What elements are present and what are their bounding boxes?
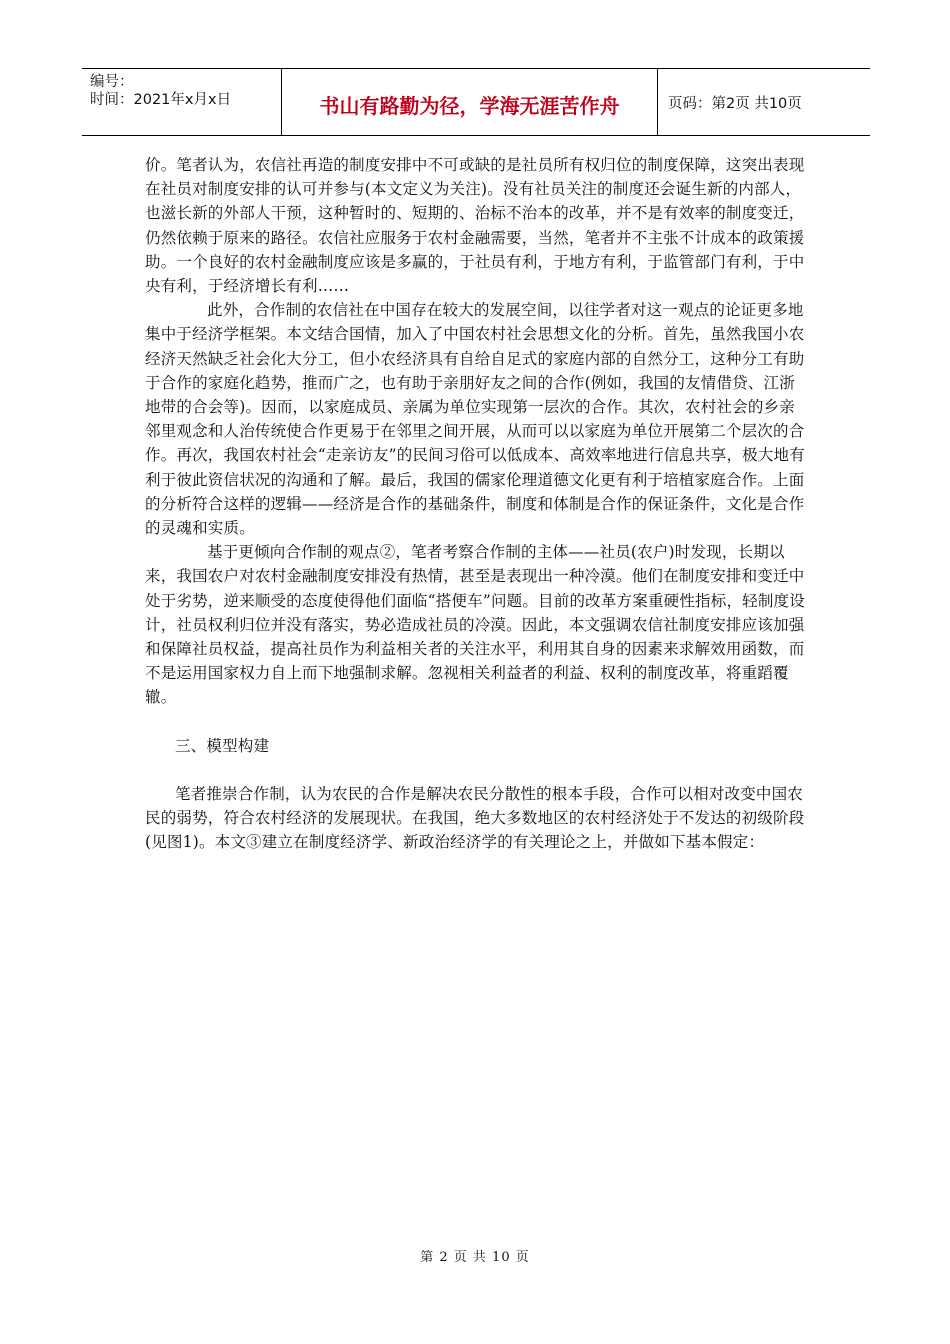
header-left-cell bbox=[82, 69, 282, 135]
document-number-label: 编号： bbox=[90, 74, 134, 90]
body-paragraph-1: 价。笔者认为，农信社再造的制度安排中不可或缺的是社员所有权归位的制度保障，这突出表现在社员对制度安排的认可并参与(本文定义为关注)。没有社员关注的制度还会诞生新的内部人，也滋长新的外部人干预，这种暂时的、短期的、治标不治本的改革，并不是有效率的制度变迁，仍然依赖于原来的路径。农信社应服务于农村金融需要，当然，笔者并不主张不计成本的政策援助。一个良好的农村金融制度应该是多赢的，于社员有利，于地方有利，于监管部门有利，于中央有利，于经济增长有利…… bbox=[145, 156, 805, 296]
header-motto: 书山有路勤为径，学海无涯苦作舟 bbox=[282, 69, 658, 135]
document-date-label: 时间：2021年x月x日 bbox=[90, 92, 232, 108]
body-paragraph-4: 笔者推崇合作制，认为农民的合作是解决农民分散性的根本手段，合作可以相对改变中国农民的弱势，符合农村经济的发展现状。在我国，绝大多数地区的农村经济处于不发达的初级阶段(见图1)。本文③建立在制度经济学、新政治经济学的有关理论之上，并做如下基本假定： bbox=[145, 784, 805, 852]
page-footer: 第 2 页 共 10 页 bbox=[420, 1250, 530, 1265]
document-header bbox=[82, 68, 870, 136]
header-page-info: 页码：第2页 共10页 bbox=[668, 95, 802, 112]
body-paragraph-2: 此外，合作制的农信社在中国存在较大的发展空间，以往学者对这一观点的论证更多地集中于经济学框架。本文结合国情，加入了中国农村社会思想文化的分析。首先，虽然我国小农经济天然缺乏社会化大分工，但小农经济具有自给自足式的家庭内部的自然分工，这种分工有助于合作的家庭化趋势，推而广之，也有助于亲朋好友之间的合作(例如，我国的友情借贷、江浙地带的合会等)。因而，以家庭成员、亲属为单位实现第一层次的合作。其次，农村社会的乡亲邻里观念和人治传统使合作更易于在邻里之间开展，从而可以以家庭为单位开展第二个层次的合作。再次，我国农村社会“走亲访友”的民间习俗可以低成本、高效率地进行信息共享，极大地有利于彼此资信状况的沟通和了解。最后，我国的儒家伦理道德文化更有利于培植家庭合作。上面的分析符合这样的逻辑——经济是合作的基础条件，制度和体制是合作的保证条件，文化是合作的灵魂和实质。 bbox=[145, 301, 805, 538]
body-paragraph-3: 基于更倾向合作制的观点②，笔者考察合作制的主体——社员(农户)时发现，长期以来，我国农户对农村金融制度安排没有热情，甚至是表现出一种冷漠。他们在制度安排和变迁中处于劣势，逆来顺受的态度使得他们面临“搭便车”问题。目前的改革方案重硬性指标，轻制度设计，社员权利归位并没有落实，势必造成社员的冷漠。因此，本文强调农信社制度安排应该加强和保障社员权益，提高社员作为利益相关者的关注水平，利用其自身的因素来求解效用函数，而不是运用国家权力自上而下地强制求解。忽视相关利益者的利益、权利的制度改革，将重蹈覆辙。 bbox=[145, 543, 805, 707]
document-body bbox=[145, 153, 810, 854]
section-heading: 三、模型构建 bbox=[175, 736, 270, 755]
